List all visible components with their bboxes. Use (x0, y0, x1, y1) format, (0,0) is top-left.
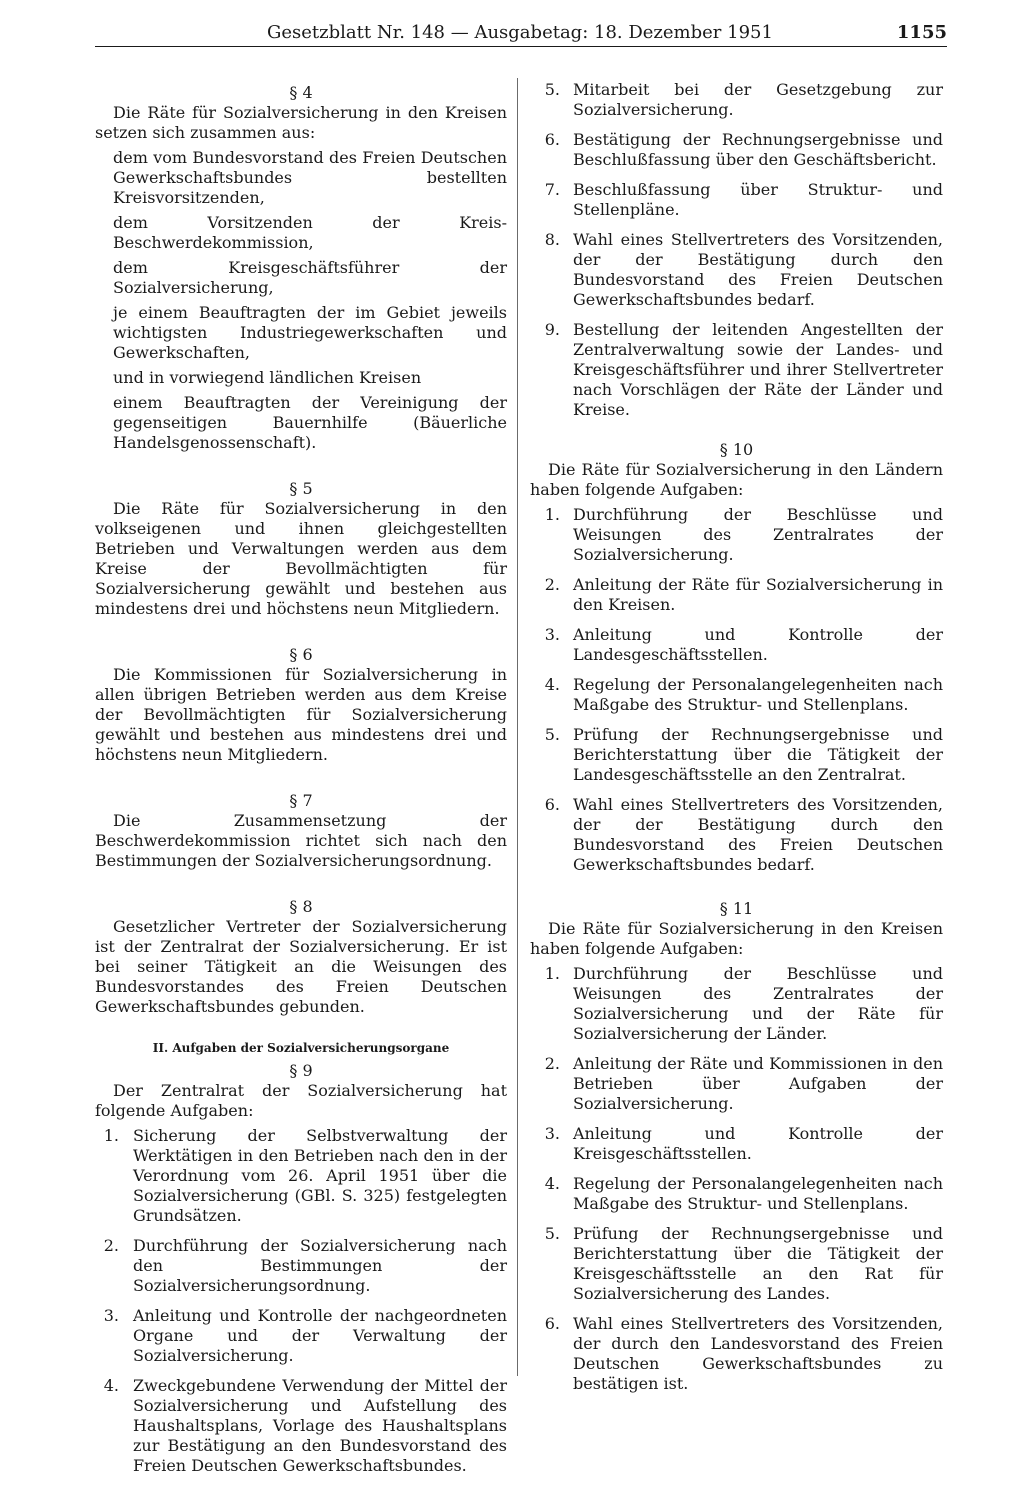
member-item: dem vom Bundesvorstand des Freien Deutschen Gewerkschaftsbundes bestellten Kreisvorsitzenden, (113, 148, 507, 207)
item-text: Durchführung der Beschlüsse und Weisungen des Zentralrates der Sozialversicherung und der Räte für Sozialversicherung der Länder. (573, 964, 943, 1043)
list-item (530, 725, 943, 785)
item-number: 1. (544, 505, 560, 524)
item-number: 5. (544, 1224, 560, 1243)
item-text: Mitarbeit bei der Gesetzgebung zur Sozialversicherung. (573, 80, 943, 119)
member-item: und in vorwiegend ländlichen Kreisen (113, 368, 422, 387)
section-11-intro: Die Räte für Sozialversicherung in den Kreisen haben folgende Aufgaben: (530, 919, 943, 958)
item-number: 2. (544, 1054, 560, 1073)
section-4-heading: § 4 (289, 83, 313, 102)
gazette-title: Gesetzblatt Nr. 148 — Ausgabetag: 18. Dezember 1951 (267, 22, 773, 43)
member-item: dem Vorsitzenden der Kreis-Beschwerdekommission, (113, 213, 507, 252)
section-11-heading: § 11 (719, 899, 754, 918)
section-6-heading: § 6 (289, 645, 313, 664)
list-item (530, 130, 943, 170)
item-number: 9. (544, 320, 560, 339)
item-text: Bestätigung der Rechnungsergebnisse und Beschlußfassung über den Geschäftsbericht. (573, 130, 943, 169)
item-number: 2. (544, 575, 560, 594)
item-text: Beschlußfassung über Struktur- und Stellenpläne. (573, 180, 943, 219)
list-item (530, 1174, 943, 1214)
section-9-heading: § 9 (289, 1061, 313, 1080)
page-number: 1155 (896, 22, 947, 43)
item-text: Sicherung der Selbstverwaltung der Werktätigen in den Betrieben nach den in der Verordnung vom 26. April 1951 über die Sozialversicherung (GBl. S. 325) festgelegten Grundsätzen. (133, 1126, 507, 1225)
item-text: Durchführung der Beschlüsse und Weisungen des Zentralrates der Sozialversicherung. (573, 505, 943, 564)
section-11-list (530, 964, 943, 1394)
item-text: Wahl eines Stellvertreters des Vorsitzenden, der der Bestätigung durch den Bundesvorstand des Freien Deutschen Gewerkschaftsbundes bedarf. (573, 795, 943, 874)
section-4-members (95, 148, 507, 453)
item-number: 5. (544, 80, 560, 99)
list-item (95, 1306, 507, 1366)
list-item (95, 1376, 507, 1476)
section-8-text: Gesetzlicher Vertreter der Sozialversicherung ist der Zentralrat der Sozialversicherung. Er ist bei seiner Tätigkeit an die Weisungen des Bundesvorstandes des Freien Deutschen Gewerkschaftsbundes gebunden. (95, 917, 507, 1016)
list-item (95, 1236, 507, 1296)
item-number: 3. (544, 1124, 560, 1143)
section-10-heading: § 10 (719, 440, 754, 459)
list-item (530, 1224, 943, 1304)
item-number: 6. (544, 130, 560, 149)
section-5-heading: § 5 (289, 479, 313, 498)
item-text: Anleitung der Räte für Sozialversicherung in den Kreisen. (573, 575, 943, 614)
list-item (530, 625, 943, 665)
item-number: 7. (544, 180, 560, 199)
section-10-list (530, 505, 943, 875)
page-header (95, 10, 947, 47)
list-item (530, 1124, 943, 1164)
list-item (530, 1314, 943, 1394)
section-8-heading: § 8 (289, 897, 313, 916)
list-item (530, 180, 943, 220)
item-text: Anleitung und Kontrolle der Landesgeschäftsstellen. (573, 625, 943, 664)
item-text: Regelung der Personalangelegenheiten nach Maßgabe des Struktur- und Stellenplans. (573, 675, 943, 714)
item-number: 6. (544, 795, 560, 814)
item-text: Wahl eines Stellvertreters des Vorsitzenden, der durch den Landesvorstand des Freien Deutschen Gewerkschaftsbundes zu bestätigen ist. (573, 1314, 943, 1393)
item-text: Regelung der Personalangelegenheiten nach Maßgabe des Struktur- und Stellenplans. (573, 1174, 943, 1213)
section-10-intro: Die Räte für Sozialversicherung in den Ländern haben folgende Aufgaben: (530, 460, 943, 499)
member-item: einem Beauftragten der Vereinigung der gegenseitigen Bauernhilfe (Bäuerliche Handelsgenossenschaft). (113, 393, 507, 452)
list-item (530, 80, 943, 120)
item-number: 1. (103, 1126, 119, 1145)
section-7-text: Die Zusammensetzung der Beschwerdekommission richtet sich nach den Bestimmungen der Sozialversicherungsordnung. (95, 811, 507, 870)
section-6-text: Die Kommissionen für Sozialversicherung in allen übrigen Betrieben werden aus dem Kreise der Bevollmächtigten für Sozialversicherung gewählt und bestehen aus mindestens drei und höchstens neun Mitgliedern. (95, 665, 507, 764)
section-9-intro: Der Zentralrat der Sozialversicherung hat folgende Aufgaben: (95, 1081, 507, 1120)
item-text: Anleitung und Kontrolle der Kreisgeschäftsstellen. (573, 1124, 943, 1163)
item-number: 8. (544, 230, 560, 249)
left-column (95, 56, 507, 1486)
list-item (530, 964, 943, 1044)
section-9-list-continued (530, 80, 943, 420)
section-5-text: Die Räte für Sozialversicherung in den volkseigenen und ihnen gleichgestellten Betrieben und Verwaltungen werden aus dem Kreise der Bevollmächtigten für Sozialversicherung gewählt und bestehen aus mindestens drei und höchstens neun Mitgliedern. (95, 499, 507, 618)
item-text: Anleitung und Kontrolle der nachgeordneten Organe und der Verwaltung der Sozialversicherung. (133, 1306, 507, 1365)
section-4-intro: Die Räte für Sozialversicherung in den Kreisen setzen sich zusammen aus: (95, 103, 507, 142)
item-number: 2. (103, 1236, 119, 1255)
item-number: 6. (544, 1314, 560, 1333)
item-text: Prüfung der Rechnungsergebnisse und Berichterstattung über die Tätigkeit der Kreisgeschäftsstelle an den Rat für Sozialversicherung des Landes. (573, 1224, 943, 1303)
list-item (530, 505, 943, 565)
list-item (530, 230, 943, 310)
list-item (530, 795, 943, 875)
section-7-heading: § 7 (289, 791, 313, 810)
item-number: 5. (544, 725, 560, 744)
item-text: Zweckgebundene Verwendung der Mittel der Sozialversicherung und Aufstellung des Haushaltsplans, Vorlage des Haushaltsplans zur Bestätigung an den Bundesvorstand des Freien Deutschen Gewerkschaftsbundes. (133, 1376, 507, 1475)
item-number: 4. (544, 675, 560, 694)
item-number: 3. (103, 1306, 119, 1325)
item-text: Anleitung der Räte und Kommissionen in den Betrieben über Aufgaben der Sozialversicherung. (573, 1054, 943, 1113)
item-text: Prüfung der Rechnungsergebnisse und Berichterstattung über die Tätigkeit der Landesgeschäftsstelle an den Zentralrat. (573, 725, 943, 784)
list-item (530, 575, 943, 615)
item-number: 3. (544, 625, 560, 644)
item-text: Bestellung der leitenden Angestellten der Zentralverwaltung sowie der Landes- und Kreisgeschäftsführer und ihrer Stellvertreter nach Vorschlägen der Räte der Länder und Kreise. (573, 320, 943, 419)
item-number: 4. (544, 1174, 560, 1193)
right-column (530, 56, 943, 1404)
item-text: Durchführung der Sozialversicherung nach den Bestimmungen der Sozialversicherungsordnung. (133, 1236, 507, 1295)
member-item: dem Kreisgeschäftsführer der Sozialversicherung, (113, 258, 507, 297)
list-item (530, 320, 943, 420)
section-9-list (95, 1126, 507, 1476)
column-divider (517, 78, 518, 1376)
member-item: je einem Beauftragten der im Gebiet jeweils wichtigsten Industriegewerkschaften und Gewerkschaften, (113, 303, 507, 362)
item-text: Wahl eines Stellvertreters des Vorsitzenden, der der Bestätigung durch den Bundesvorstand des Freien Deutschen Gewerkschaftsbundes bedarf. (573, 230, 943, 309)
list-item (530, 675, 943, 715)
list-item (530, 1054, 943, 1114)
item-number: 4. (103, 1376, 119, 1395)
item-number: 1. (544, 964, 560, 983)
list-item (95, 1126, 507, 1226)
part-ii-title: II. Aufgaben der Sozialversicherungsorgane (152, 1041, 450, 1055)
